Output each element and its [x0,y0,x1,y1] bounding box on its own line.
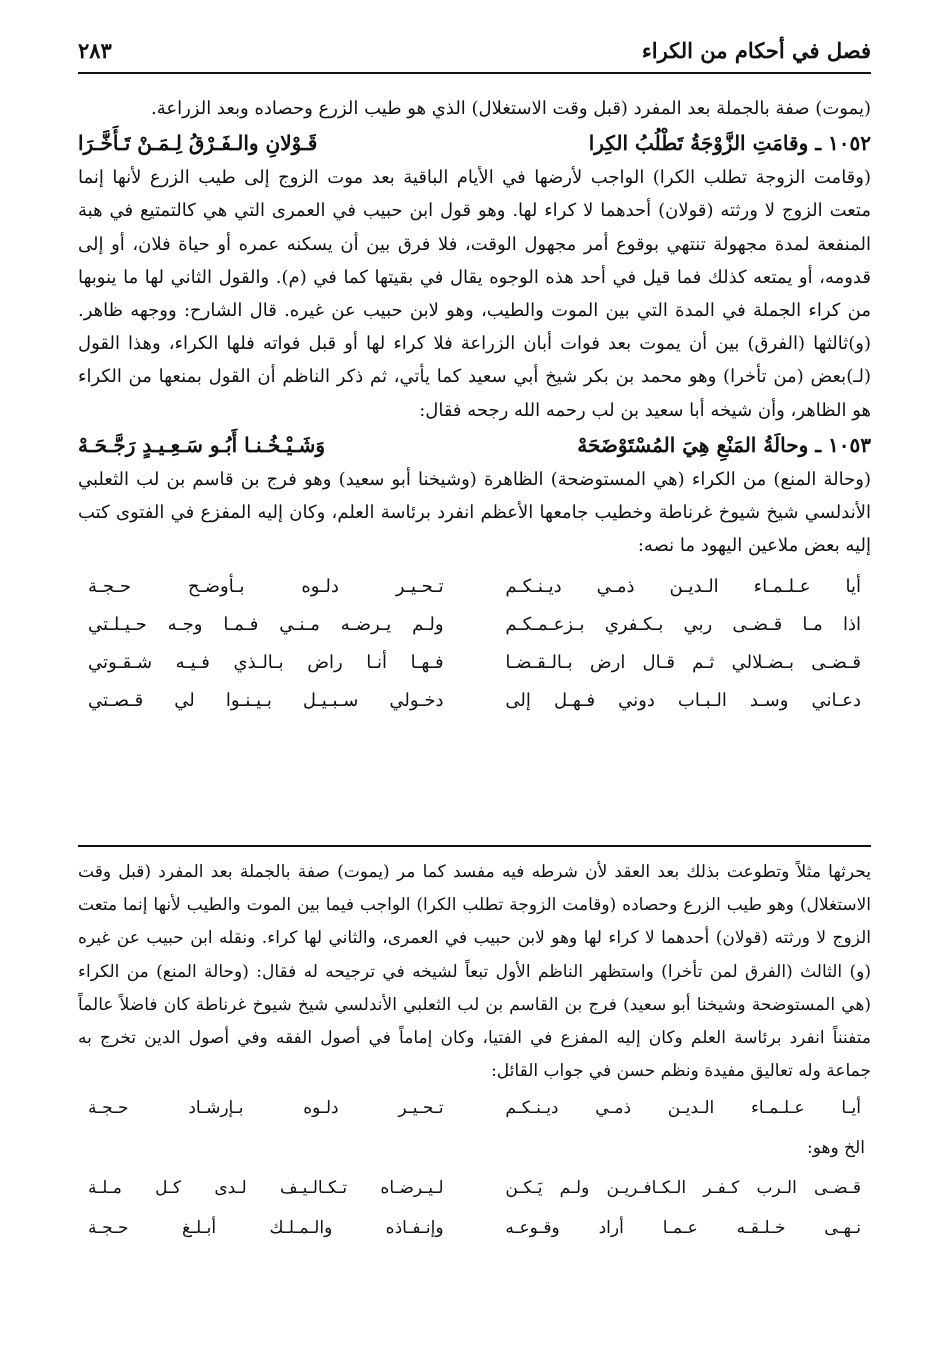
couplet [78,644,871,682]
hemistich-first: قـضـى بـضـلالي ثـم قـال ارض بـالـقـضـا [505,652,861,674]
hemistich-second: تـحـيـر دلـوه بـإرشـاد حـجـة [88,1098,444,1119]
footnote-section [78,856,871,1248]
hemistich-first: أيـا عـلـمـاء الـديـن ذمـي ديـنـكـم [505,1098,861,1119]
verse-1053 [78,427,871,463]
poem-couplets [78,568,871,720]
verse-1052-second-hemistich: قَـوْلانِ والـفَـرْقُ لِـمَـنْ تَـأَخَّـرَا [78,131,318,156]
page-header [78,28,871,74]
verse-1053-first-hemistich: ١٠٥٣ ـ وحالَةُ المَنْعِ هِيَ المُسْتَوْضَحَهْ [577,432,871,457]
running-title: فصل في أحكام من الكراء [641,37,871,63]
commentary-paragraph-1: (يموت) صفة بالجملة بعد المفرد (قبل وقت الاستغلال) الذي هو طيب الزرع وحصاده وبعد الزراعة. [150,98,871,119]
footnote-couplet [78,1088,871,1128]
commentary-paragraph-2: (وقامت الزوجة تطلب الكرا) الواجب لأرضها في الأيام الباقية بعد موت الزوج إلى طيب الزرع لأنها إنما متعت الزوج لا ورثته (قولان) أحدهما لا كراء لها. وهو قول ابن حبيب في العمرى التي هي كالتمتيع في هبة المنفعة لمدة مجهولة تنتهي بوقوع أمر مجهول الوقت، فلا فرق بين أن يسكنه عمره أو حياة فلان، أو إلى قدومه، أو يمتعه كذلك فما قيل في أحد هذه الوجوه يقال في بقيتها كما في (م). والقول الثاني لها ما ينوبها من كراء الجملة في المدة التي بين الموت والطيب، وهو لابن حبيب عن غيره. قال الشارح: ووجهه ظاهر. (و)ثالثها (الفرق) بين أن يموت بعد فوات أبان الزراعة فلا كراء لها أو قبل فواته فلها الكراء، وهذا القول (لـ)بعض (من تأخرا) وهو محمد بن بكر شيخ أبي سعيد كما يأتي، ثم ذكر الناظم أن القول بمنعها من الكراء هو الظاهر، وأن شيخه أبا سعيد بن لب رحمه الله رجحه فقال: [78,167,871,421]
couplet [78,606,871,644]
hemistich-second: فـهـا أنـا راض بـالـذي فـيـه شـقـوتي [88,652,444,674]
couplet [78,568,871,606]
verse-1053-second-hemistich: وَشَـيْـخُـنـا أَبُـو سَـعِـيـدٍ رَجَّـحَـهْ [78,432,326,457]
verse-1052-first-hemistich: ١٠٥٢ ـ وقامَتِ الزَّوْجَةُ تَطْلُبُ الكِرا [588,131,871,156]
main-text [78,92,871,720]
hemistich-second: تـحـيـر دلـوه بـأوضـح حـجـة [88,576,444,598]
hemistich-first: أيا عـلـمـاء الـديـن ذمـي ديـنـكـم [505,576,861,598]
hemistich-first: قـضـى الـرب كـفـر الـكـافـريـن ولـم يَـكـن [505,1178,861,1199]
hemistich-first: نـهـى خـلـقـه عـمـا أراد وقـوعـه [505,1218,861,1239]
footnote-couplet [78,1168,871,1208]
couplet [78,682,871,720]
footnote-couplet [78,1208,871,1248]
commentary-paragraph-3: (وحالة المنع) من الكراء (هي المستوضحة) الظاهرة (وشيخنا أبو سعيد) وهو فرج بن قاسم بن لب الثعلبي الأندلسي شيخ شيوخ غرناطة وخطيب جامعها الأعظم انفرد برئاسة العلم، وكان إليه المفزع في الفتوى كتب إليه بعض ملاعين اليهود ما نصه: [78,468,871,557]
verse-1052 [78,125,871,161]
hemistich-first: دعـاني وسـد الـبـاب دوني فـهـل إلى [505,690,861,712]
page-number: ٢٨٣ [78,37,112,63]
hemistich-second: دخـولي سـبـيـل بـيـنـوا لي قـصـتي [88,690,444,712]
footnote-separator [78,845,871,847]
hemistich-second: وإنـفـاذه والـمـلـك أبـلـغ حـجـة [88,1218,444,1239]
hemistich-second: لـيـرضـاه تـكـالـيـف لـدى كـل مـلـة [88,1178,444,1199]
hemistich-second: ولـم يـرضـه مـنـي فـمـا وجـه حـيـلـتي [88,614,444,636]
footnote-paragraph: يحرثها مثلاً وتطوعت بذلك بعد العقد لأن شرطه فيه مفسد كما مر (يموت) صفة بالجملة بعد المفرد (قبل وقت الاستغلال) وهو طيب الزرع وحصاده (وقامت الزوجة تطلب الكرا) الواجب فيما بين الموت والطيب لأنها إنما متعت الزوج لا ورثته (قولان) أحدهما لا كراء لها وهو لابن حبيب في العمرى، والثاني لها كراء. ونقله ابن حبيب عن غيره (و) الثالث (الفرق لمن تأخرا) واستظهر الناظم الأول تبعاً لشيخه في ترجيحه له فقال: (وحالة المنع) من الكراء (هي المستوضحة وشيخنا أبو سعيد) فرج بن القاسم بن لب الثعلبي الأندلسي شيخ شيوخ غرناطة كان فاضلاً عالماً متفنناً انفرد برئاسة العلم وكان إليه المفزع في الفتيا، وكان إماماً في أصول الفقه وفي أصول الدين تخرج به جماعة وله تعاليق مفيدة ونظم حسن في جواب القائل: [78,862,871,1082]
footnote-continuation: الخ وهو: [807,1138,865,1159]
hemistich-first: اذا مـا قـضـى ربي بـكـفري بـزعـمـكـم [505,614,861,636]
